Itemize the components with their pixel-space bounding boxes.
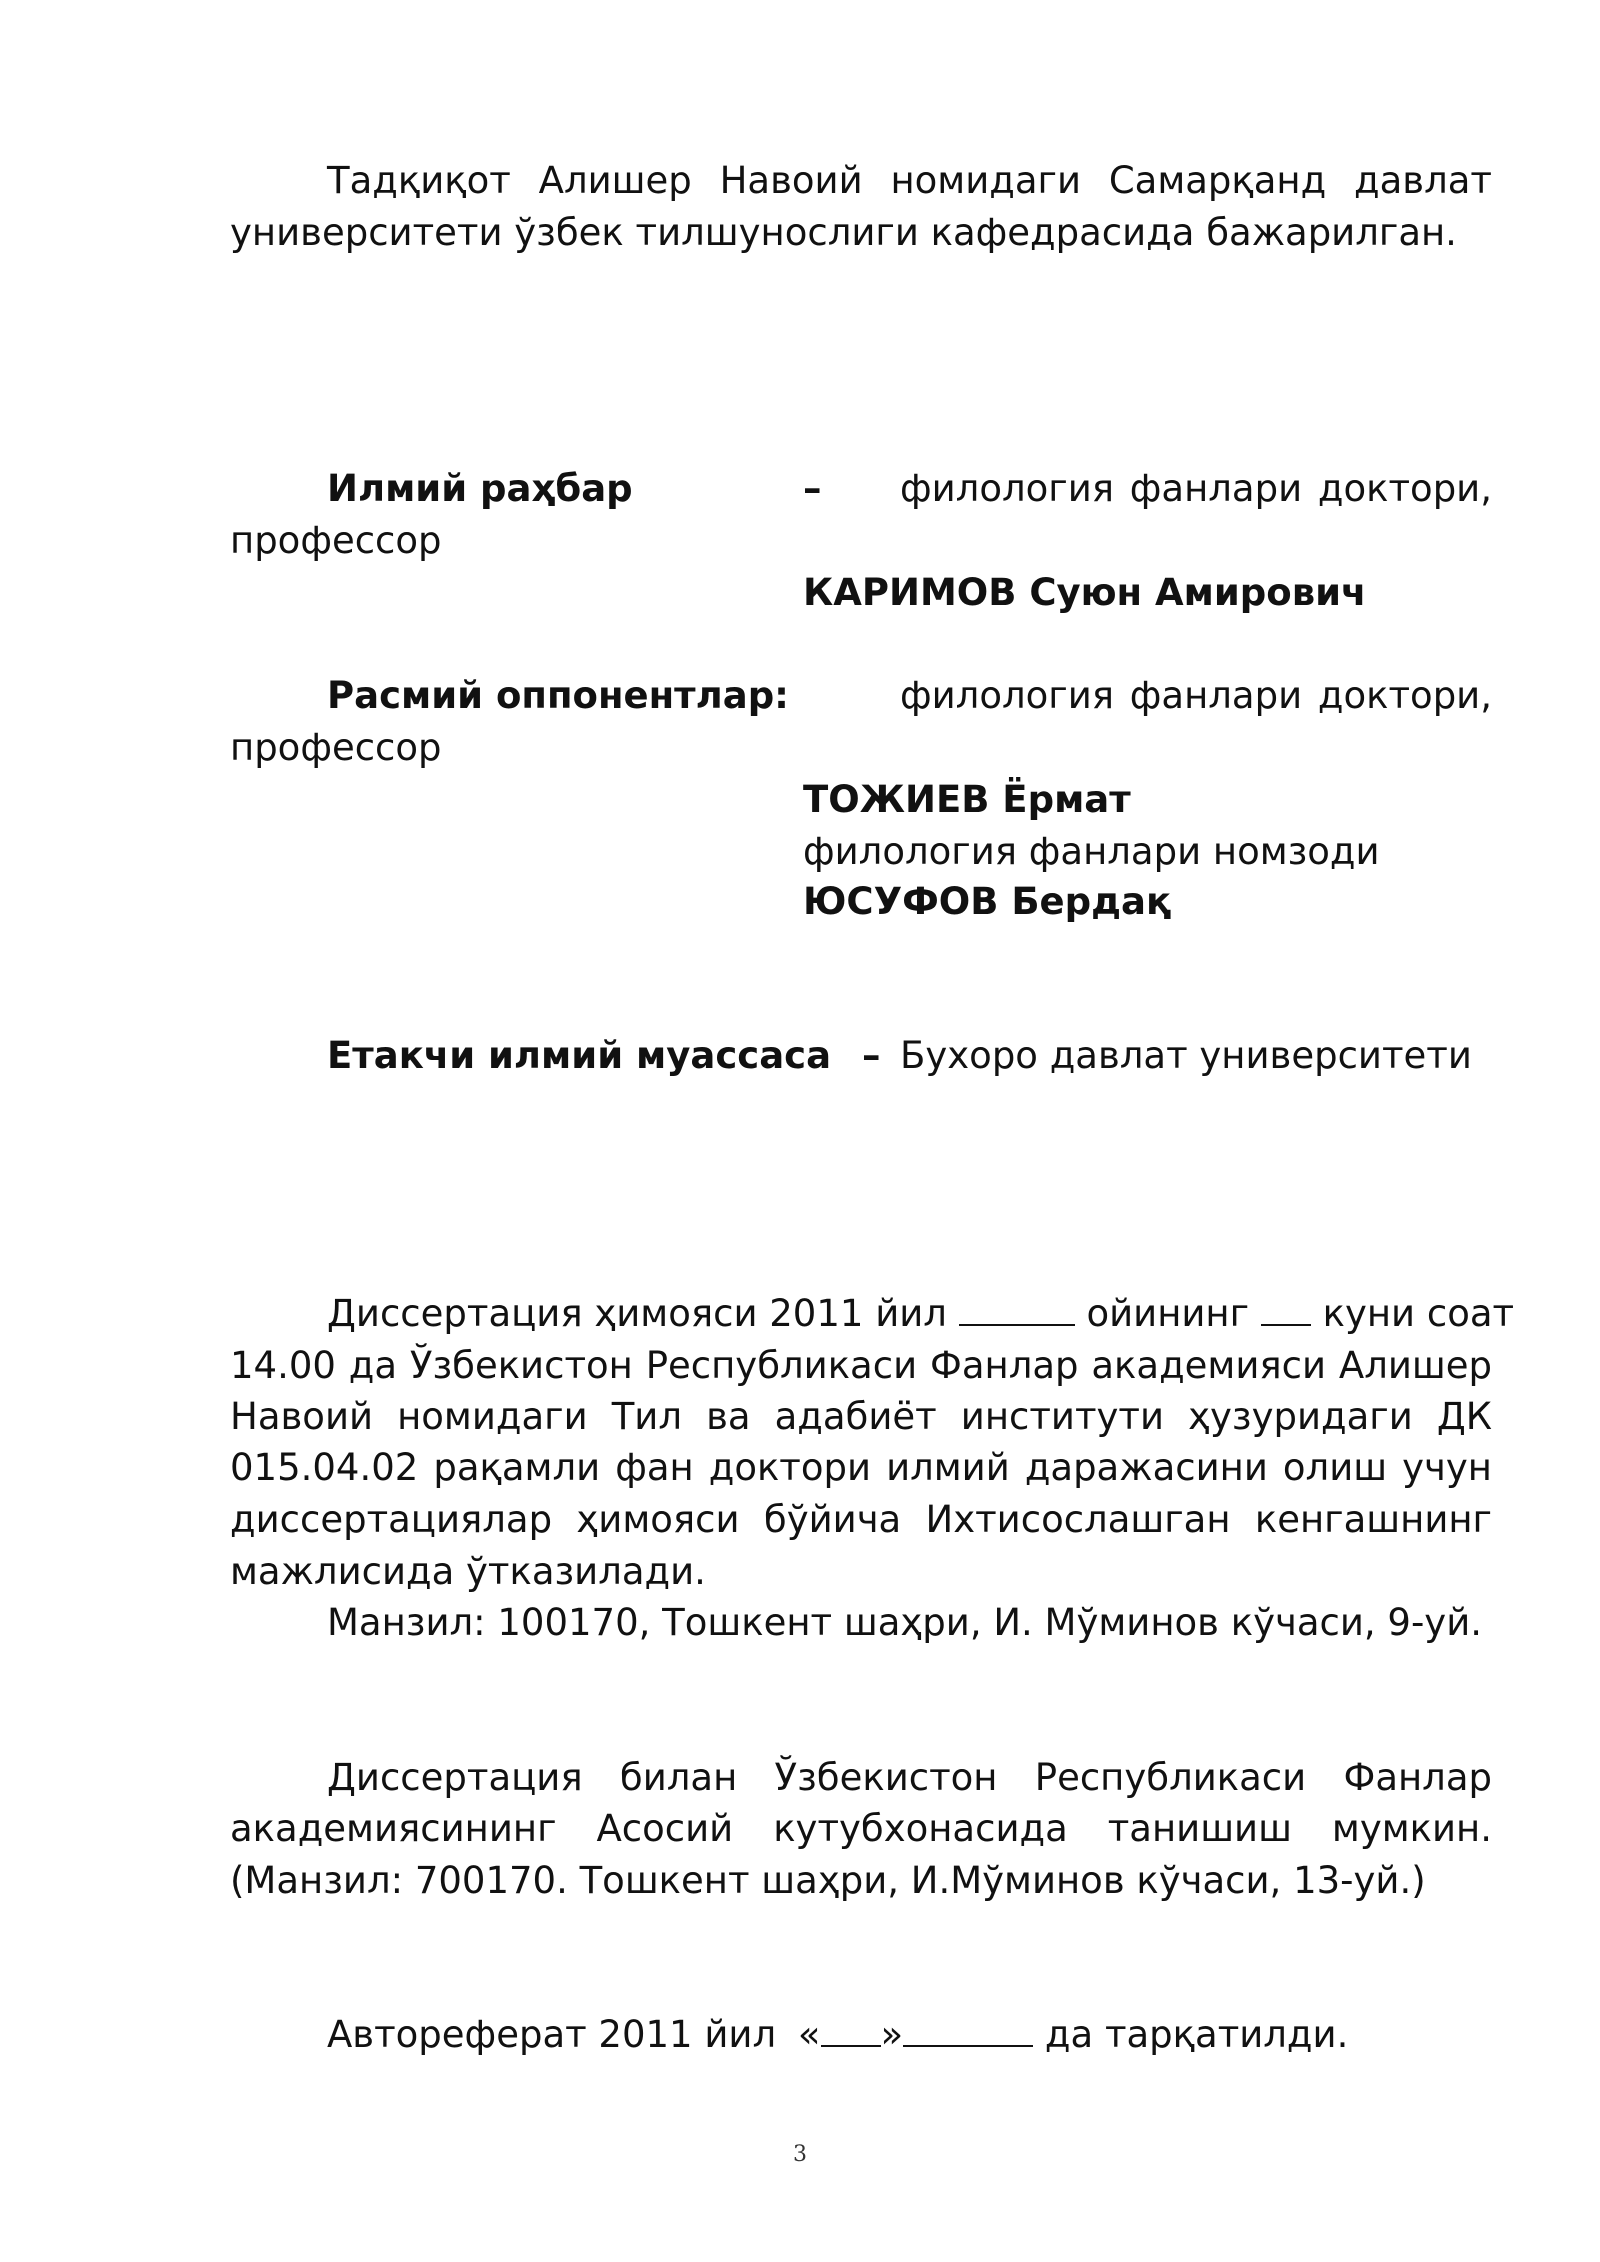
day-blank-abstract <box>821 2011 881 2047</box>
opponent-1-name: ТОЖИЕВ Ёрмат <box>803 778 1131 821</box>
defense-line-3: Навоий номидаги Тил ва адабиёт институти ҳузуридаги ДК <box>230 1395 1492 1438</box>
defense-date-text: Диссертация ҳимояси 2011 йил <box>327 1292 947 1335</box>
opponent-1-title: профессор <box>230 726 442 769</box>
defense-line-4: 015.04.02 рақамли фан доктори илмий даражасини олиш учун <box>230 1446 1492 1489</box>
abstract-line <box>327 2009 1348 2061</box>
month-blank <box>959 1290 1075 1326</box>
opponents-label: Расмий оппонентлар: <box>327 674 789 717</box>
opponent-2-name: ЮСУФОВ Бердақ <box>803 880 1172 923</box>
supervisor-dash: – <box>803 467 822 510</box>
leading-org-label <box>327 1030 880 1082</box>
abstract-text: Автореферат 2011 йил <box>327 2013 777 2056</box>
intro-line-2: университети ўзбек тилшунослиги кафедрасида бажарилган. <box>230 211 1457 254</box>
supervisor-name: КАРИМОВ Суюн Амирович <box>803 571 1367 614</box>
intro-line-1: Тадқиқот Алишер Навоий номидаги Самарқанд давлат <box>327 159 1492 202</box>
library-line-2: академиясининг Асосий кутубхонасида танишиш мумкин. <box>230 1807 1492 1850</box>
supervisor-title: профессор <box>230 519 442 562</box>
defense-address: Манзил: 100170, Тошкент шаҳри, И. Мўминов кўчаси, 9-уй. <box>327 1601 1483 1644</box>
defense-line-2: 14.00 да Ўзбекистон Республикаси Фанлар академияси Алишер <box>230 1344 1492 1387</box>
day-blank <box>1261 1290 1311 1326</box>
defense-line-1 <box>327 1288 1515 1340</box>
library-line-3: (Манзил: 700170. Тошкент шаҳри, И.Мўминов кўчаси, 13-уй.) <box>230 1859 1426 1902</box>
defense-line-6: мажлисида ўтказилади. <box>230 1550 706 1593</box>
leading-org-value: Бухоро давлат университети <box>900 1034 1472 1077</box>
day-time-text: куни соат <box>1322 1292 1515 1335</box>
defense-line-5: диссертациялар ҳимояси бўйича Ихтисослашган кенгашнинг <box>230 1498 1492 1541</box>
abstract-da: да <box>1044 2013 1094 2056</box>
close-quote: » <box>880 2013 904 2056</box>
opponent-1-degree: филология фанлари доктори, <box>900 674 1492 717</box>
open-quote: « <box>797 2013 821 2056</box>
supervisor-degree: филология фанлари доктори, <box>900 467 1492 510</box>
month-word: ойининг <box>1086 1292 1250 1335</box>
leading-org-dash: – <box>861 1034 881 1077</box>
page-number: 3 <box>793 2142 807 2167</box>
library-line-1: Диссертация билан Ўзбекистон Республикаси Фанлар <box>327 1756 1492 1799</box>
leading-org-label-text: Етакчи илмий муассаса <box>327 1034 832 1077</box>
supervisor-label: Илмий раҳбар <box>327 467 633 510</box>
opponent-2-degree: филология фанлари номзоди <box>803 830 1380 873</box>
month-blank-abstract <box>903 2011 1033 2047</box>
abstract-distributed: тарқатилди. <box>1104 2013 1349 2056</box>
